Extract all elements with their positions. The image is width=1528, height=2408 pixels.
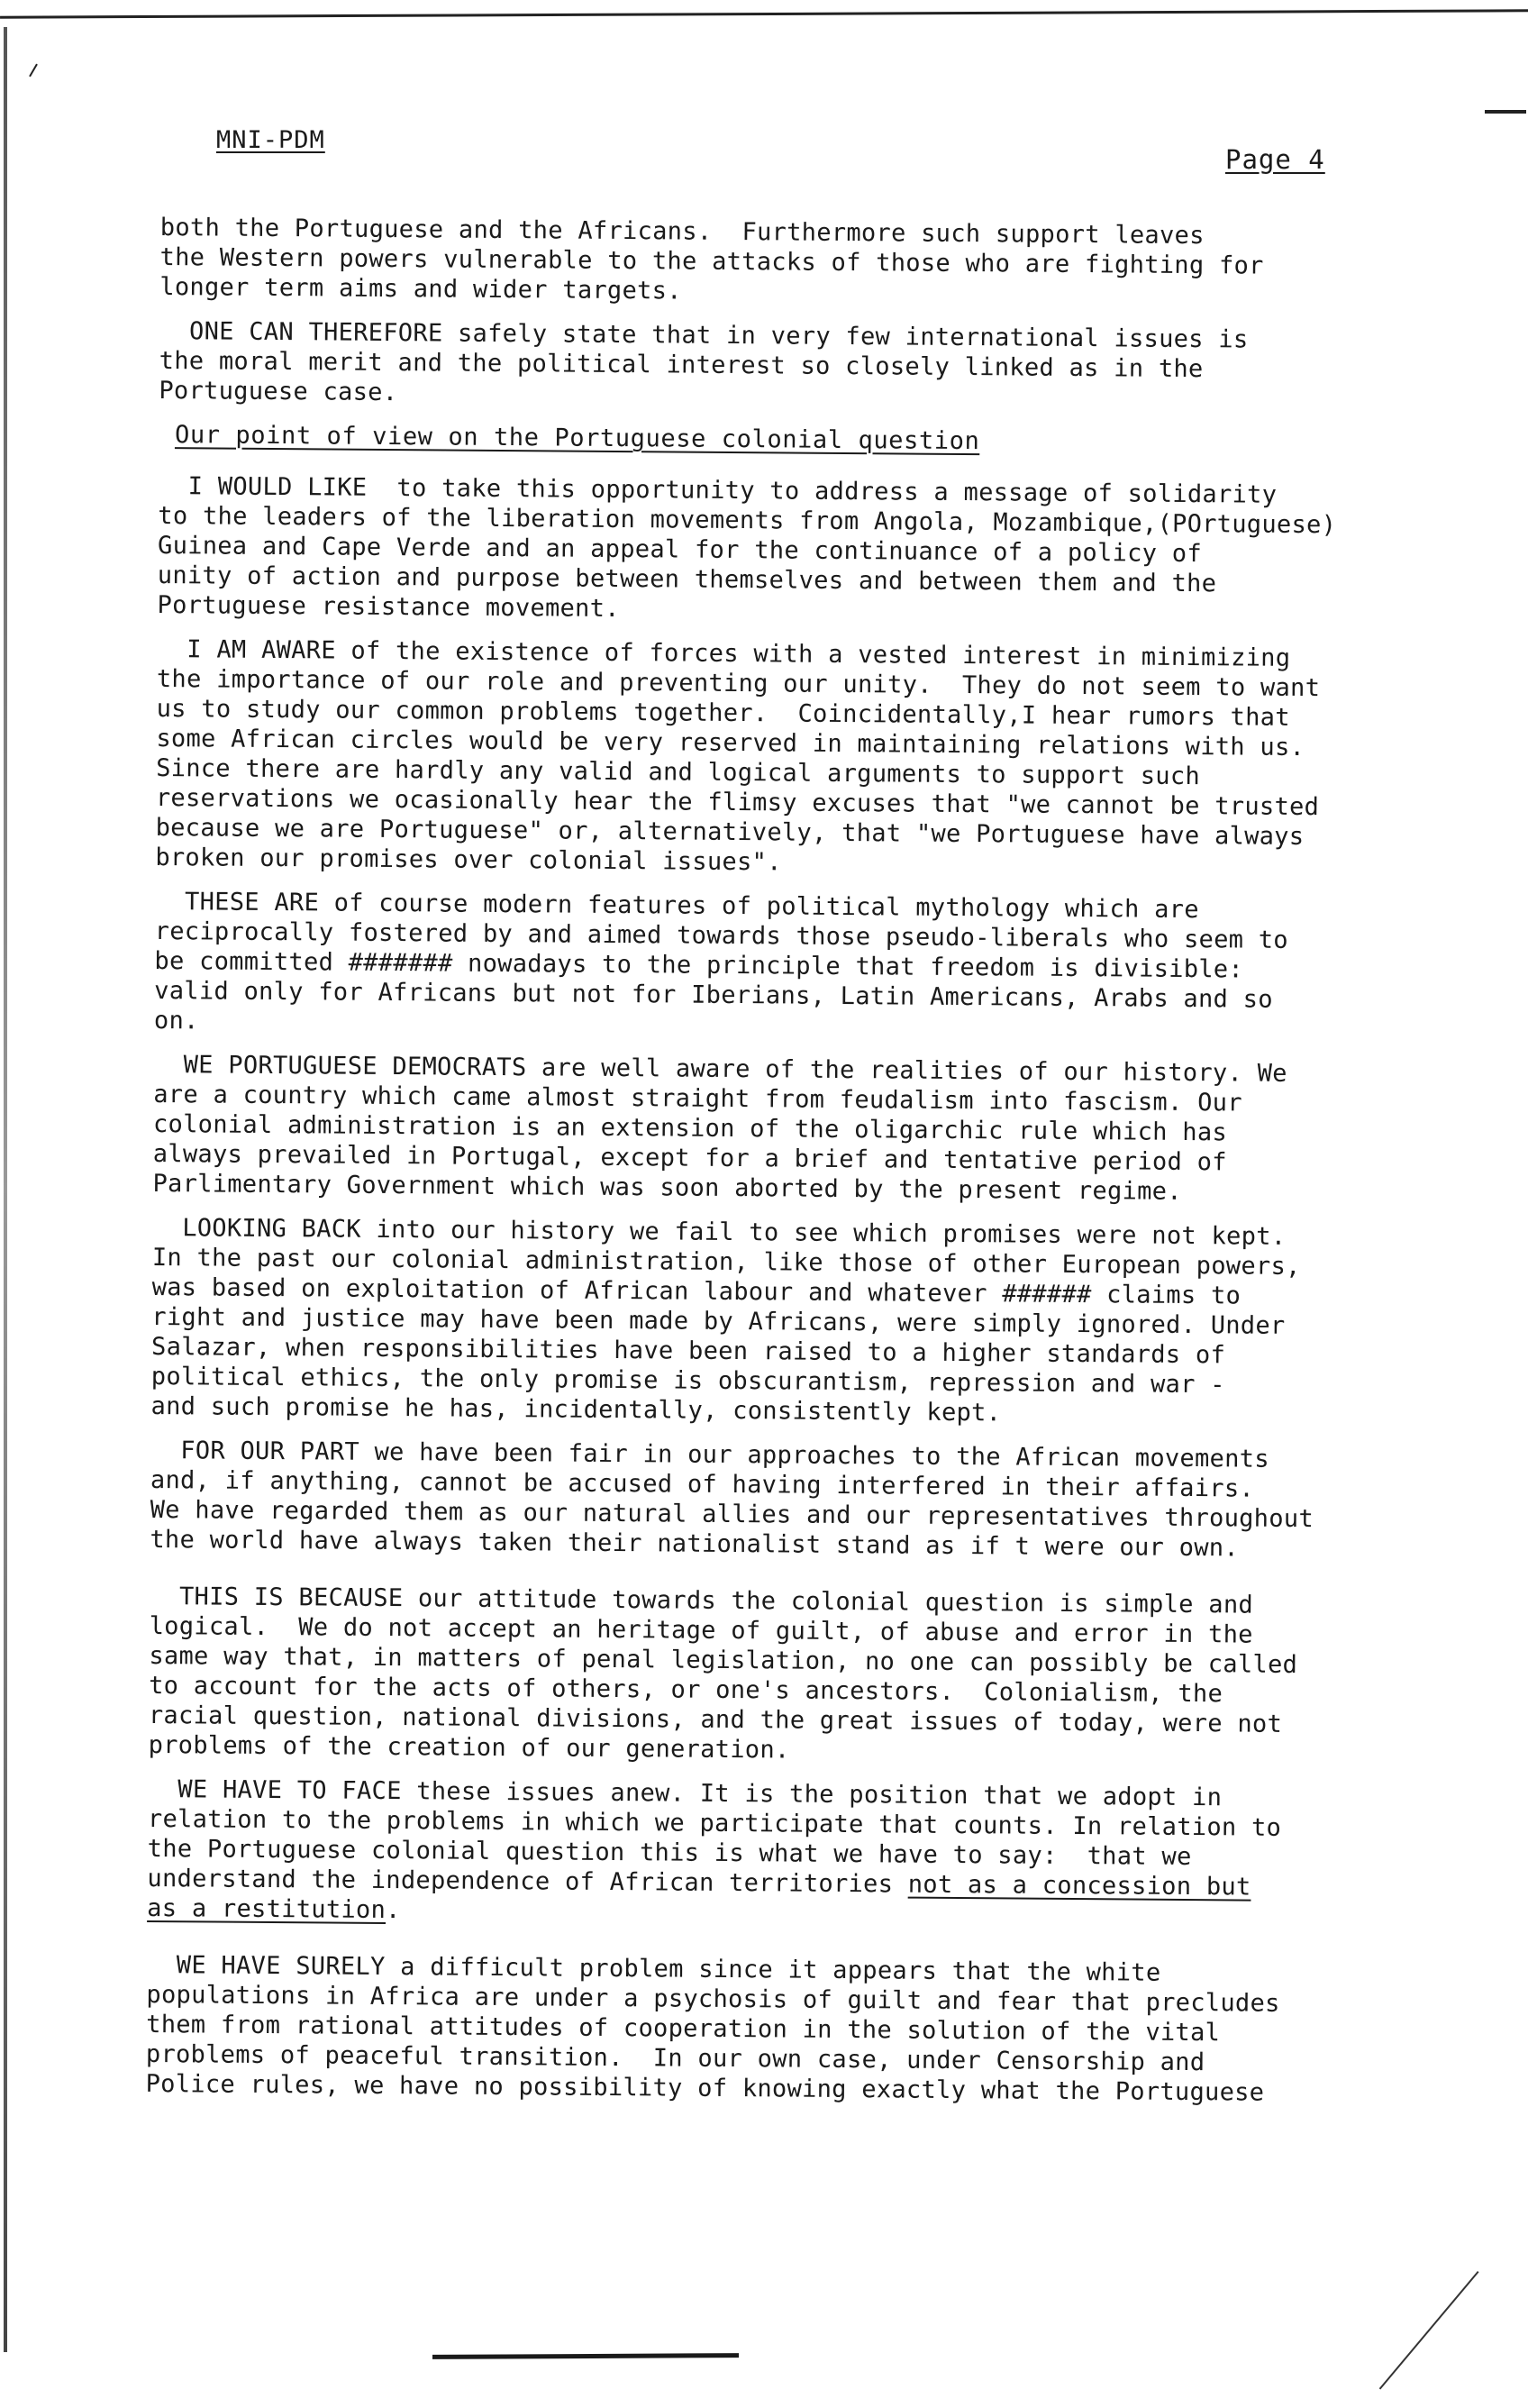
paragraph-we-have-to-face: [147, 1774, 1465, 1933]
paragraph-for-our-part: FOR OUR PART we have been fair in our approaches to the African movements and, if anything, cannot be accused of having interfered in their affairs. We have regarded them as our natural allies and our representatives throughout the world have always taken their nationalist stand as if t were our own.: [150, 1436, 1314, 1563]
paragraph-we-have-surely: WE HAVE SURELY a difficult problem since it appears that the white populations in Africa are under a psychosis of guilt and fear that precludes them from rational attitudes of cooperation in the solution of the vital problems of peaceful transition. In our own case, under Censorship and Police rules, we have no possibility of knowing exactly what the Portuguese: [145, 1950, 1280, 2107]
page-edge-top: [0, 0, 1528, 19]
margin-mark: [1485, 110, 1526, 114]
period: .: [385, 1896, 401, 1925]
paragraph-we-have-to-face-text: WE HAVE TO FACE these issues anew. It is the position that we adopt in relation to the problems in which we participate that counts. In relation to the Portuguese colonial question this is what we have to say: that we understand the independence of African territories: [147, 1774, 1282, 1899]
paragraph-one-can-therefore: ONE CAN THEREFORE safely state that in very few international issues is the moral merit and the political interest so closely linked as in the Portuguese case.: [159, 316, 1249, 407]
section-heading: Our point of view on the Portuguese colonial question: [174, 421, 980, 456]
paragraph-i-am-aware: I AM AWARE of the existence of forces with a vested interest in minimizing the importance of our role and preventing our unity. They do not seem to want us to study our common problems together. Coincidentally,I hear rumors that some African circles would be very reserved in maintaining relations with us. Since there are hardly any valid and logical arguments to support such reservations we ocasionally hear the flimsy excuses that "we cannot be trusted because we are Portuguese" or, alternatively, that "we Portuguese have always broken our promises over colonial issues".: [155, 634, 1321, 877]
underlined-phrase-restitution: as a restitution: [147, 1893, 387, 1925]
margin-tick: [29, 64, 38, 78]
paragraph-i-would-like: I WOULD LIKE to take this opportunity to address a message of solidarity to the leaders of the liberation movements from Angola, Mozambique,(POrtuguese) Guinea and Cape Verde and an appeal for the continuance of a policy of unity of action and purpose between themselves and between them and the Portuguese resistance movement.: [157, 471, 1337, 624]
page-edge-left: [4, 27, 7, 2352]
page-number: Page 4: [1225, 144, 1325, 175]
paragraph-continuation: both the Portuguese and the Africans. Furthermore such support leaves the Western powers vulnerable to the attacks of those who are fighting for longer term aims and wider targets.: [159, 213, 1264, 306]
document-code: MNI-PDM: [216, 126, 325, 154]
corner-slash-mark: [1379, 2271, 1479, 2390]
underlined-phrase-concession: not as a concession but: [907, 1870, 1251, 1902]
bottom-rule: [432, 2353, 739, 2359]
paragraph-this-is-because: THIS IS BECAUSE our attitude towards the colonial question is simple and logical. We do not accept an heritage of guilt, of abuse and error in the same way that, in matters of penal legislation, no one can possibly be called to account for the acts of others, or one's ancestors. Colonialism, the racial question, national divisions, and the great issues of today, were not problems of the creation of our generation.: [148, 1582, 1298, 1765]
paragraph-portuguese-democrats: WE PORTUGUESE DEMOCRATS are well aware of the realities of our history. We are a country which came almost straight from feudalism into fascism. Our colonial administration is an extension of the oligarchic rule which has always prevailed in Portugal, except for a brief and tentative period of Parlimentary Government which was soon aborted by the present regime.: [152, 1050, 1287, 1206]
document-body: [145, 213, 1478, 2123]
paragraph-looking-back: LOOKING BACK into our history we fail to see which promises were not kept. In the past our colonial administration, like those of other European powers, was based on exploitation of African labour and whatever ###### claims to right and justice may have been made by Africans, were simply ignored. Under Salazar, when responsibilities have been raised to a higher standards of political ethics, the only promise is obscurantism, repression and war - and such promise he has, incidentally, consistently kept.: [150, 1213, 1301, 1427]
paragraph-these-are: THESE ARE of course modern features of political mythology which are reciprocally fostered by and aimed towards those pseudo-liberals who seem to be committed ####### nowadays to the principle that freedom is divisible: valid only for Africans but not for Iberians, Latin Americans, Arabs and so on.: [153, 887, 1289, 1035]
